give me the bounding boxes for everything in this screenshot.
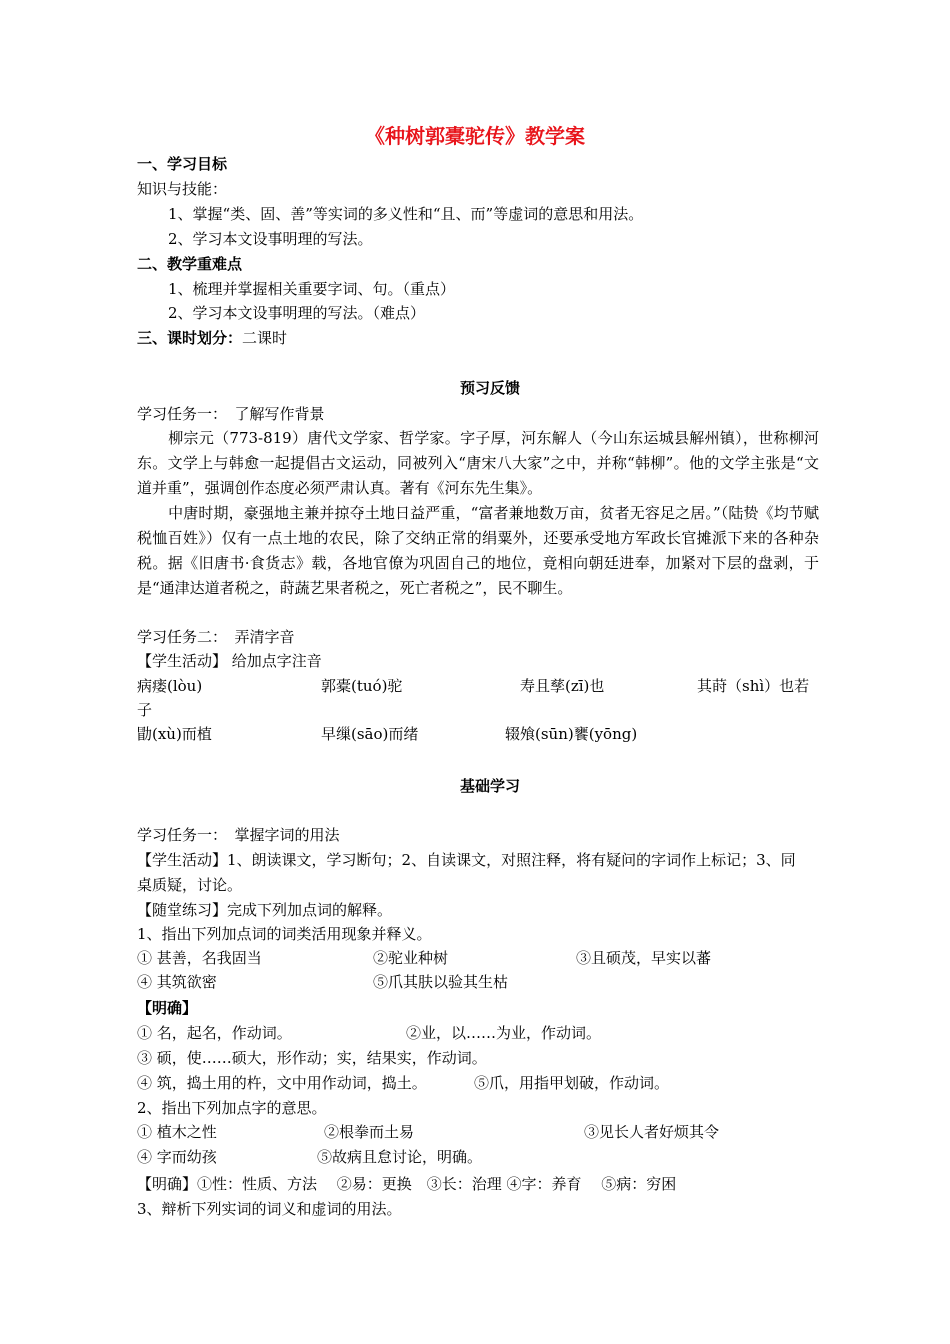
background-paragraph-1-text: 柳宗元（773-819）唐代文学家、哲学家。字子厚，河东解人（今山东运城县解州镇），世称柳河东。文学上与韩愈一起提倡古文运动，同被列入“唐宋八大家”之中，并称“韩柳”。他的文学主张是“文道并重”，强调创作态度必须严肃认真。著有《河东先生集》。 [137, 429, 819, 497]
pronunciation-item: 勖(xù)而植 [137, 725, 212, 743]
background-paragraph-1 [137, 426, 819, 501]
class-hours-value: 二课时 [242, 329, 288, 347]
section-class-hours [137, 326, 287, 351]
pronunciation-item: 其莳（shì）也若 [697, 677, 810, 695]
background-paragraph-2-text: 中唐时期，豪强地主兼并掠夺土地日益严重，“富者兼地数万亩，贫者无容足之居。”（陆贽《均节赋税恤百姓》）仅有一点土地的农民，除了交纳正常的绢粟外，还要承受地方军政长官摊派下来的各种杂税。据《旧唐书·食货志》载，各地官僚为巩固自己的地位，竟相向朝廷进奉，加紧对下层的盘剥，于是“通津达道者税之，莳蔬艺果者税之，死亡者税之”，民不聊生。 [137, 504, 819, 597]
pronunciation-item: 郭橐(tuó)驼 [321, 677, 403, 695]
answer-item: ① 名，起名，作动词。 [137, 1024, 292, 1042]
question-2-item: ③见长人者好烦其令 [584, 1123, 720, 1141]
answer-item: ⑤爪，用指甲划破，作动词。 [474, 1074, 670, 1092]
question-2: 2、指出下列加点字的意思。 [137, 1099, 327, 1117]
key-point-item: 1、梳理并掌握相关重要字词、句。（重点） [168, 280, 456, 298]
clarify-label: 【明确】 [137, 999, 198, 1017]
goal-item: 2、学习本文设事明理的写法。 [168, 230, 373, 248]
question-2-item: ① 植木之性 [137, 1123, 217, 1141]
pronunciation-wrap: 子 [137, 701, 153, 719]
practice-instruction: 【随堂练习】完成下列加点词的解释。 [137, 901, 393, 919]
student-activity-line: 【学生活动】1、朗读课文，学习断句；2、自读课文，对照注释，将有疑问的字词作上标记；3、同 [137, 851, 796, 869]
question-1-item: ① 甚善，名我固当 [137, 949, 262, 967]
student-activity-line: 桌质疑，讨论。 [137, 876, 243, 894]
question-1-item: ③且硕茂，早实以蕃 [576, 949, 712, 967]
question-2-item: ④ 字而幼孩 [137, 1148, 217, 1166]
pronunciation-item: 病瘘(lòu) [137, 677, 203, 695]
question-2-item: ⑤故病且怠讨论，明确。 [317, 1148, 483, 1166]
pronunciation-item: 寿且孳(zī)也 [520, 677, 605, 695]
question-1-item: ⑤爪其肤以验其生枯 [373, 973, 509, 991]
answer-item: ②业，以……为业，作动词。 [406, 1024, 602, 1042]
question-1-item: ④ 其筑欲密 [137, 973, 217, 991]
question-1: 1、指出下列加点词的词类活用现象并释义。 [137, 925, 432, 943]
section-heading-class-hours: 三、课时划分： [137, 329, 243, 347]
page-title: 《种树郭橐驼传》教学案 [365, 124, 585, 148]
basic-study-heading: 基础学习 [459, 777, 520, 795]
goal-item: 1、掌握“类、固、善”等实词的多义性和“且、而”等虚词的意思和用法。 [168, 205, 644, 223]
answer-item: ④ 筑，捣土用的杵，文中用作动词，捣土。 [137, 1074, 427, 1092]
basic-task-1: 学习任务一： 掌握字词的用法 [137, 826, 340, 844]
question-2-answer: 【明确】①性：性质、方法 ②易：更换 ③长：治理 ④字：养育 ⑤病：穷困 [137, 1175, 677, 1193]
student-activity-pronunciation: 【学生活动】 给加点字注音 [137, 652, 322, 670]
key-point-item: 2、学习本文设事明理的写法。（难点） [168, 304, 426, 322]
question-1-item: ②驼业种树 [373, 949, 449, 967]
background-paragraph-2 [137, 501, 819, 601]
section-heading-goals: 一、学习目标 [137, 155, 228, 173]
question-2-item: ②根拳而土易 [324, 1123, 415, 1141]
pronunciation-item: 早缫(sāo)而绪 [321, 725, 419, 743]
preview-task-2: 学习任务二： 弄清字音 [137, 628, 295, 646]
preview-heading: 预习反馈 [459, 379, 520, 397]
question-3: 3、辩析下列实词的词义和虚词的用法。 [137, 1200, 402, 1218]
answer-item: ③ 硕，使……硕大，形作动；实，结果实，作动词。 [137, 1049, 487, 1067]
section-heading-key-points: 二、教学重难点 [137, 255, 243, 273]
goals-subheading: 知识与技能： [137, 180, 228, 198]
preview-task-1: 学习任务一： 了解写作背景 [137, 405, 325, 423]
pronunciation-item: 辍飧(sūn)饔(yōng) [505, 725, 638, 743]
